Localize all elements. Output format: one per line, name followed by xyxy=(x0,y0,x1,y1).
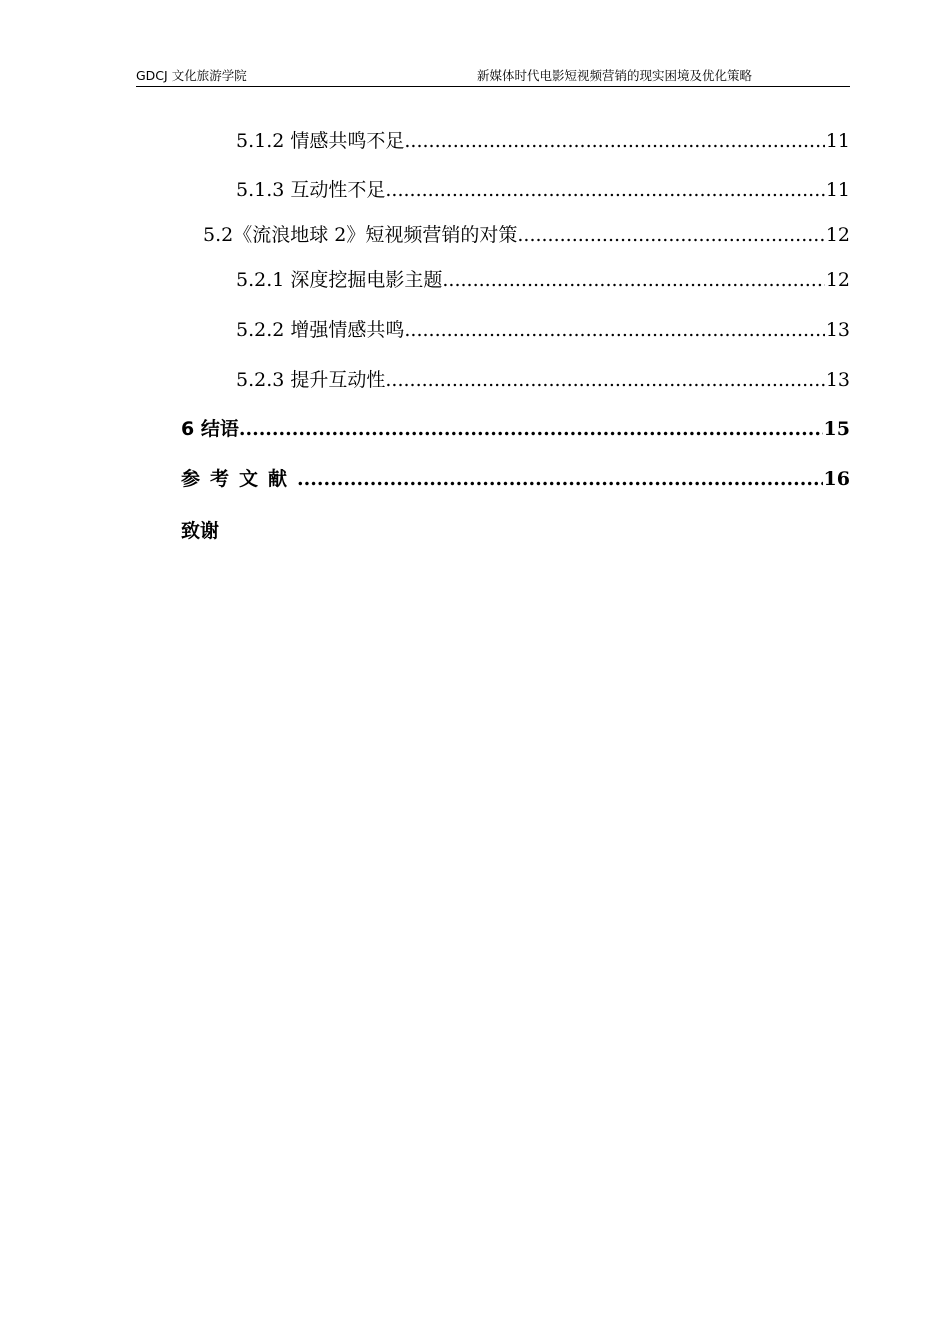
toc-leader-dots xyxy=(297,465,823,493)
toc-page-number: 13 xyxy=(825,319,850,341)
toc-entry-acknowledgements[interactable]: 致谢 xyxy=(181,520,220,542)
toc-entry[interactable] xyxy=(203,221,850,249)
toc-leader-dots xyxy=(239,415,823,443)
toc-leader-dots xyxy=(404,127,824,155)
toc-page-number: 16 xyxy=(823,468,850,490)
toc-entry[interactable] xyxy=(236,366,850,394)
toc-entry-title: 5.2.3 提升互动性 xyxy=(236,369,386,391)
toc-page-number: 12 xyxy=(825,269,850,291)
header-thesis-title: 新媒体时代电影短视频营销的现实困境及优化策略 xyxy=(477,68,753,83)
toc-entry-title: 5.2.2 增强情感共鸣 xyxy=(236,319,405,341)
header-institution: GDCJ 文化旅游学院 xyxy=(136,68,247,83)
toc-entry[interactable] xyxy=(236,316,850,344)
toc-entry-title: 参考文献 xyxy=(181,468,298,490)
page-header xyxy=(136,67,850,87)
toc-entry[interactable] xyxy=(236,176,850,204)
toc-entry-title: 5.1.2 情感共鸣不足 xyxy=(236,130,405,152)
toc-page-number: 11 xyxy=(825,130,850,152)
toc-entry-title: 5.2.1 深度挖掘电影主题 xyxy=(236,269,443,291)
toc-entry-title: 6 结语 xyxy=(181,418,239,440)
toc-entry-chapter[interactable] xyxy=(181,465,850,493)
toc-entry[interactable] xyxy=(236,266,850,294)
toc-entry[interactable] xyxy=(236,127,850,155)
toc-leader-dots xyxy=(385,176,824,204)
toc-entry-chapter[interactable] xyxy=(181,415,850,443)
toc-page-number: 15 xyxy=(823,418,850,440)
toc-page-number: 11 xyxy=(825,179,850,201)
toc-entry-title: 5.1.3 互动性不足 xyxy=(236,179,386,201)
toc-leader-dots xyxy=(385,366,824,394)
toc-leader-dots xyxy=(404,316,824,344)
toc-leader-dots xyxy=(517,221,824,249)
toc-page-number: 12 xyxy=(825,224,850,246)
toc-page-number: 13 xyxy=(825,369,850,391)
toc-leader-dots xyxy=(442,266,824,294)
toc-entry-title: 5.2《流浪地球 2》短视频营销的对策 xyxy=(203,224,518,246)
